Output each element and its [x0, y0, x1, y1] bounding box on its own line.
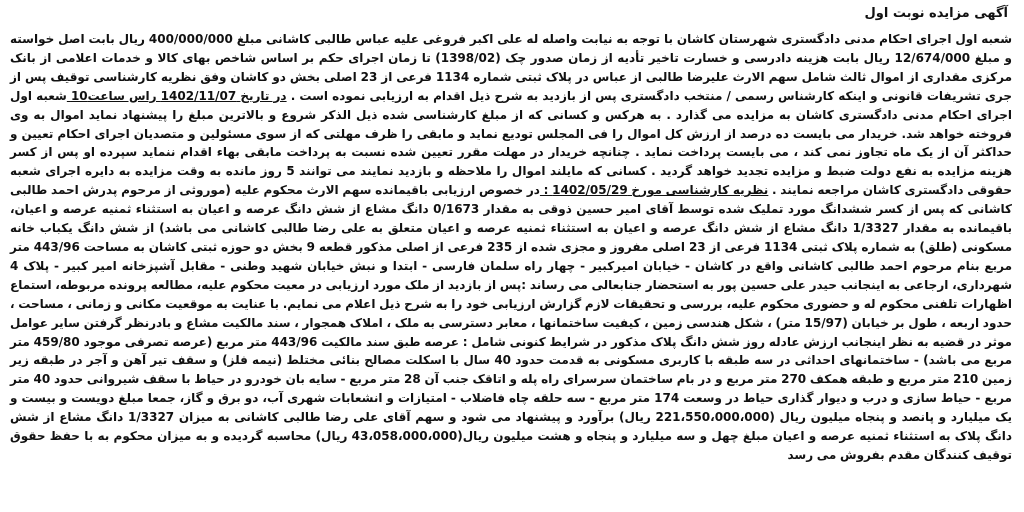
notice-paragraph-intro: شعبه اول اجرای احکام مدنی دادگستری شهرستان کاشان با توجه به نیابت واصله له علی اکبر فروغی علیه عباس طالبی کاشانی مبلغ 400/000/000 ریال بابت اصل خواسته و مبلغ 12/674/000 ریال بابت هزینه دادرسی و خسارت تاخیر تأدیه از زمان صدور چک (1398/02) تا زمان اجرای حکم بر اساس شاخص بهای کالا و خدمات اعلامی از بانک مرکزی مقداری از اموال ثالث شامل سهم الارث علیرضا طالبی از عباس در پلاک ثبتی شماره 1134 فرعی از 23 اصلی بخش دو کاشان وفق نظریه کارشناسی توقیف پس از جری تشریفات قانونی و اینکه کارشناس رسمی / منتخب دادگستری پس از بازدید به شرح ذیل اقدام به ارزیابی نموده است . — [10, 32, 1012, 103]
expert-opinion-clause: نظریه کارشناسی مورخ 1402/05/29 : — [539, 183, 769, 198]
notice-paragraph-terms: شعبه اول اجرای احکام مدنی دادگستری کاشان به مزایده می گذارد . به هرکس و کسانی که از مبلغ کارشناسی شده ذیل الذکر شروع و بالاترین مبلغ را پیشنهاد نماید اموال به وی فروخته خواهد شد. خریدار می بایست ده درصد از ارزش کل اموال را فی المجلس تودیع نماید و مابقی را ظرف مهلتی که از سوی مسئولین و متصدیان اجرای احکام تعیین و حداکثر آن از یک ماه تجاوز نمی کند ، می بایست پرداخت نماید . چنانچه خریدار در مهلت مقرر تعیین شده نسبت به پرداخت مابقی بهاء اقدام ننماید سپرده او پس از کسر هزینه مزایده به نفع دولت ضبط و مزایده تجدید خواهد گردید . کسانی که مایلند اموال را ملاحظه و بازدید نمایند می توانند 5 روز مانده به وقت مزایده به دایره اجرای شعبه حقوقی دادگستری کاشان مراجعه نمایند . — [10, 88, 1013, 198]
notice-title: آگهی مزایده نوبت اول — [864, 6, 1008, 21]
notice-paragraph-appraisal: در خصوص ارزیابی باقیمانده سهم الارث محکوم علیه (موروثی از مرحوم پدرش احمد طالبی کاشانی که پس از کسر ششدانگ مورد تملیک شده توسط آقای امیر حسین ذوقی به مقدار 0/1673 دانگ مشاع از شش دانگ عرصه و اعیان به استثناء ثمنیه عرصه و اعیان، باقیمانده به مقدار 1/3327 دانگ مشاع از شش دانگ عرصه و اعیان به استثناء ثمنیه عرصه و اعیان متعلق به علی رضا طالبی کاشانی می باشد) از شش دانگ یکباب خانه مسکونی (طلق) به شماره پلاک ثبتی 1134 فرعی از 23 اصلی مفروز و مجزی شده از 235 فرعی از اصلی مذکور قطعه 9 بخش دو حوزه ثبتی کاشان به مساحت 443/96 متر مربع بنام مرحوم احمد طالبی کاشانی واقع در کاشان - خیابان امیرکبیر - چهار راه سلمان فارسی - ابتدا و نبش خیابان شهید وطنی - مقابل آشپزخانه امیر کبیر - پلاک 4 شهرداری، ارجاعی به اینجانب حیدر علی حسین پور به استحضار جنابعالی می رساند :پس از بازدید از ملک مورد ارزیابی در معیت محکوم علیه، مطالعه پرونده مربوطه، استماع اظهارات تلفنی محکوم له و حضوری محکوم علیه، بررسی و تحقیقات لازم گزارش ارزیابی خود را به شرح ذیل اعلام می نمایم. با عنایت به موقعیت مکانی و زمانی ، مساحت ، حدود اربعه ، طول بر خیابان (15/97 متر) ، شکل هندسی زمین ، کیفیت ساختمانها ، معابر دسترسی به ملک ، املاک همجوار ، سند مالکیت مشاع و بادرنظر گرفتن سایر عوامل موثر در قضیه به نظر اینجانب ارزش عادله روز شش دانگ پلاک مذکور در شرایط کنونی شامل : عرصه طبق سند مالکیت 443/96 متر مربع (عرصه تصرفی موجود 459/80 متر مربع می باشد) - ساختمانهای احداثی در سه طبقه با کاربری مسکونی به قدمت حدود 40 سال با اسکلت مصالح بنائی مختلط (نیمه فلز) و سقف تیر آهن و آجر در طبقه زیر زمین 210 متر مربع و طبقه همکف 270 متر مربع و در بام ساختمان سرسرای راه پله و اتاقک جنب آن 28 متر مربع - سایه بان خودرو در حیاط با سقف شیروانی حدود 40 متر مربع - حیاط سازی و درب و دیوار گذاری حیاط در وسعت 174 متر مربع - سه حلقه چاه فاضلاب - امتیازات و انشعابات شهری آب، دو برق و گاز، جمعا مبلغ دویست و بیست و یک میلیارد و پانصد و پنجاه میلیون ریال (221،550،000،000 ریال) برآورد و پیشنهاد می شود و سهم آقای علی رضا طالبی کاشانی به میزان 1/3327 دانگ مشاع از شش دانگ پلاک به استثناء ثمنیه عرصه و اعیان مبلغ چهل و سه میلیارد و پنجاه و هشت میلیون ریال(43،058،000،000 ریال) محاسبه گردیده و به میزان محکوم به با حفظ حقوق توقیف کنندگان مقدم بفروش می رسد — [10, 183, 1013, 462]
notice-body — [10, 30, 1012, 465]
auction-date-clause: در تاریخ 1402/11/07 راس ساعت10 — [66, 88, 287, 103]
